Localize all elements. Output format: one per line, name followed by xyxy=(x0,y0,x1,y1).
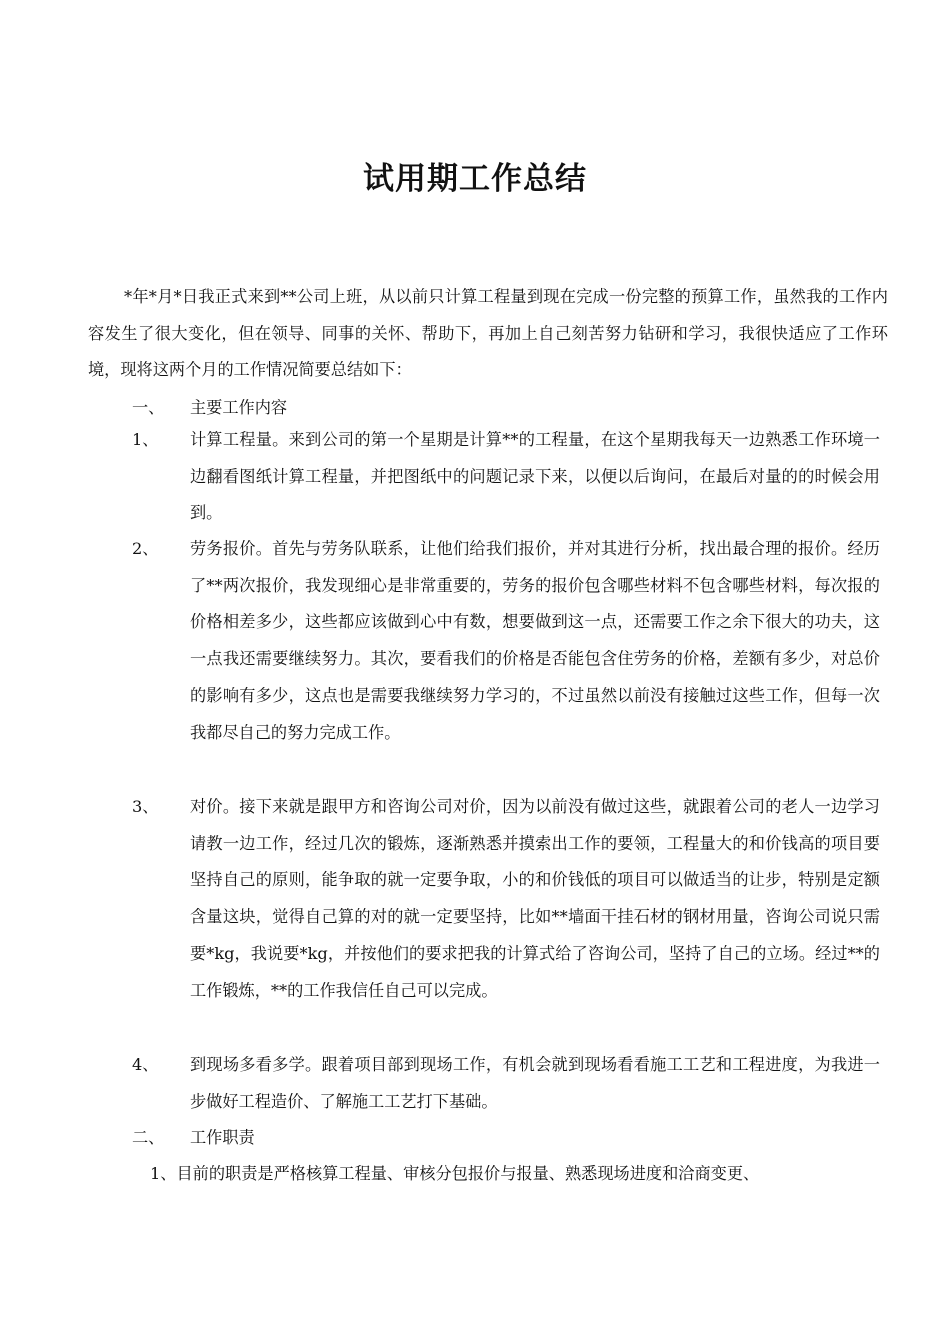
list-item-number: 2、 xyxy=(132,539,159,558)
section-heading-text: 工作职责 xyxy=(190,1128,255,1147)
section-number: 二、 xyxy=(132,1128,165,1147)
list-item-number: 4、 xyxy=(132,1055,159,1074)
list-item-number: 3、 xyxy=(132,797,159,816)
list-item-number: 1、 xyxy=(132,430,159,449)
intro-paragraph: *年*月*日我正式来到**公司上班，从以前只计算工程量到现在完成一份完整的预算工作，虽然我的工作内容发生了很大变化，但在领导、同事的关怀、帮助下，再加上自己刻苦努力钻研和学习，我很快适应了工作环境，现将这两个月的工作情况简要总结如下： xyxy=(88,287,888,380)
section-heading-text: 主要工作内容 xyxy=(190,398,288,417)
page-title: 试用期工作总结 xyxy=(363,161,587,197)
duty-item: 1、目前的职责是严格核算工程量、审核分包报价与报量、熟悉现场进度和洽商变更、 xyxy=(150,1164,760,1183)
list-item-text: 对价。接下来就是跟甲方和咨询公司对价，因为以前没有做过这些，就跟着公司的老人一边学习请教一边工作，经过几次的锻炼，逐渐熟悉并摸索出工作的要领，工程量大的和价钱高的项目要坚持自己的原则，能争取的就一定要争取，小的和价钱低的项目可以做适当的让步，特别是定额含量这块，觉得自己算的对的就一定要坚持，比如**墙面干挂石材的钢材用量，咨询公司说只需要*kg，我说要*kg，并按他们的要求把我的计算式给了咨询公司，坚持了自己的立场。经过**的工作锻炼，**的工作我信任自己可以完成。 xyxy=(190,797,880,1000)
section-number: 一、 xyxy=(132,398,165,417)
list-item-text: 劳务报价。首先与劳务队联系，让他们给我们报价，并对其进行分析，找出最合理的报价。经历了**两次报价，我发现细心是非常重要的，劳务的报价包含哪些材料不包含哪些材料，每次报的价格相差多少，这些都应该做到心中有数，想要做到这一点，还需要工作之余下很大的功夫，这一点我还需要继续努力。其次，要看我们的价格是否能包含住劳务的价格，差额有多少，对总价的影响有多少，这点也是需要我继续努力学习的，不过虽然以前没有接触过这些工作，但每一次我都尽自己的努力完成工作。 xyxy=(190,539,880,742)
list-item-text: 计算工程量。来到公司的第一个星期是计算**的工程量，在这个星期我每天一边熟悉工作环境一边翻看图纸计算工程量，并把图纸中的问题记录下来，以便以后询问，在最后对量的的时候会用到。 xyxy=(190,430,880,523)
list-item-text: 到现场多看多学。跟着项目部到现场工作，有机会就到现场看看施工工艺和工程进度，为我进一步做好工程造价、了解施工工艺打下基础。 xyxy=(190,1055,880,1111)
